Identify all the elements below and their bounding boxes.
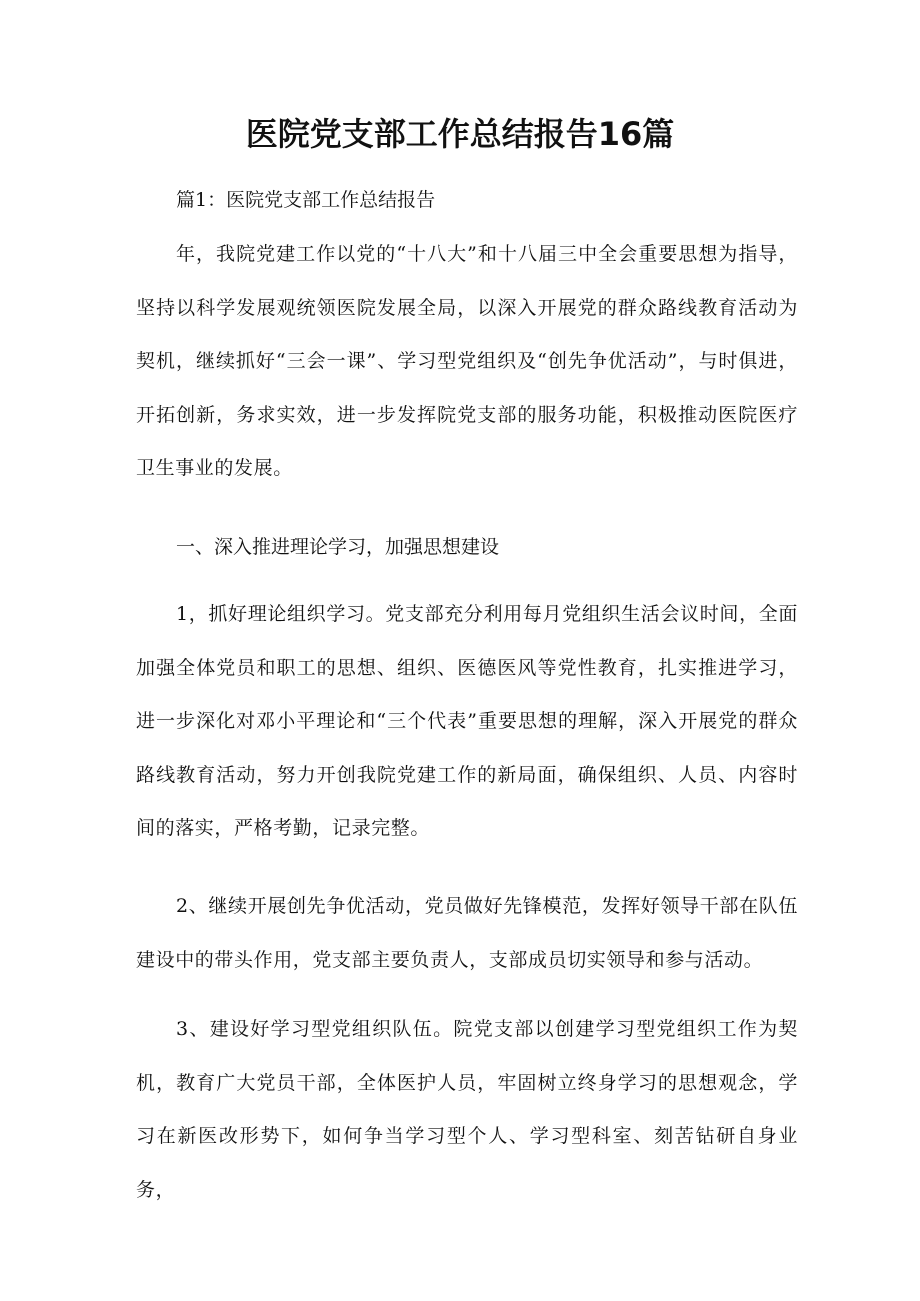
section-heading-1: 一、深入推进理论学习，加强思想建设 xyxy=(176,536,500,558)
item-paragraph-2: 2、继续开展创先争优活动，党员做好先锋模范，发挥好领导干部在队伍建设中的带头作用，党支部主要负责人，支部成员切实领导和参与活动。 xyxy=(136,895,798,971)
item-paragraph-1: 1，抓好理论组织学习。党支部充分利用每月党组织生活会议时间，全面加强全体党员和职工的思想、组织、医德医风等党性教育，扎实推进学习，进一步深化对邓小平理论和“三个代表”重要思想的理解，深入开展党的群众路线教育活动，努力开创我院党建工作的新局面，确保组织、人员、内容时间的落实，严格考勤，记录完整。 xyxy=(136,603,798,839)
document-subtitle: 篇1：医院党支部工作总结报告 xyxy=(176,189,436,211)
intro-paragraph: 年，我院党建工作以党的“十八大”和十八届三中全会重要思想为指导，坚持以科学发展观统领医院发展全局，以深入开展党的群众路线教育活动为契机，继续抓好“三会一课”、学习型党组织及“创先争优活动”，与时俱进，开拓创新，务求实效，进一步发挥院党支部的服务功能，积极推动医院医疗卫生事业的发展。 xyxy=(136,243,798,479)
document-title: 医院党支部工作总结报告16篇 xyxy=(245,115,675,153)
item-paragraph-3: 3、建设好学习型党组织队伍。院党支部以创建学习型党组织工作为契机，教育广大党员干部，全体医护人员，牢固树立终身学习的思想观念，学习在新医改形势下，如何争当学习型个人、学习型科室、刻苦钻研自身业务， xyxy=(136,1018,798,1201)
